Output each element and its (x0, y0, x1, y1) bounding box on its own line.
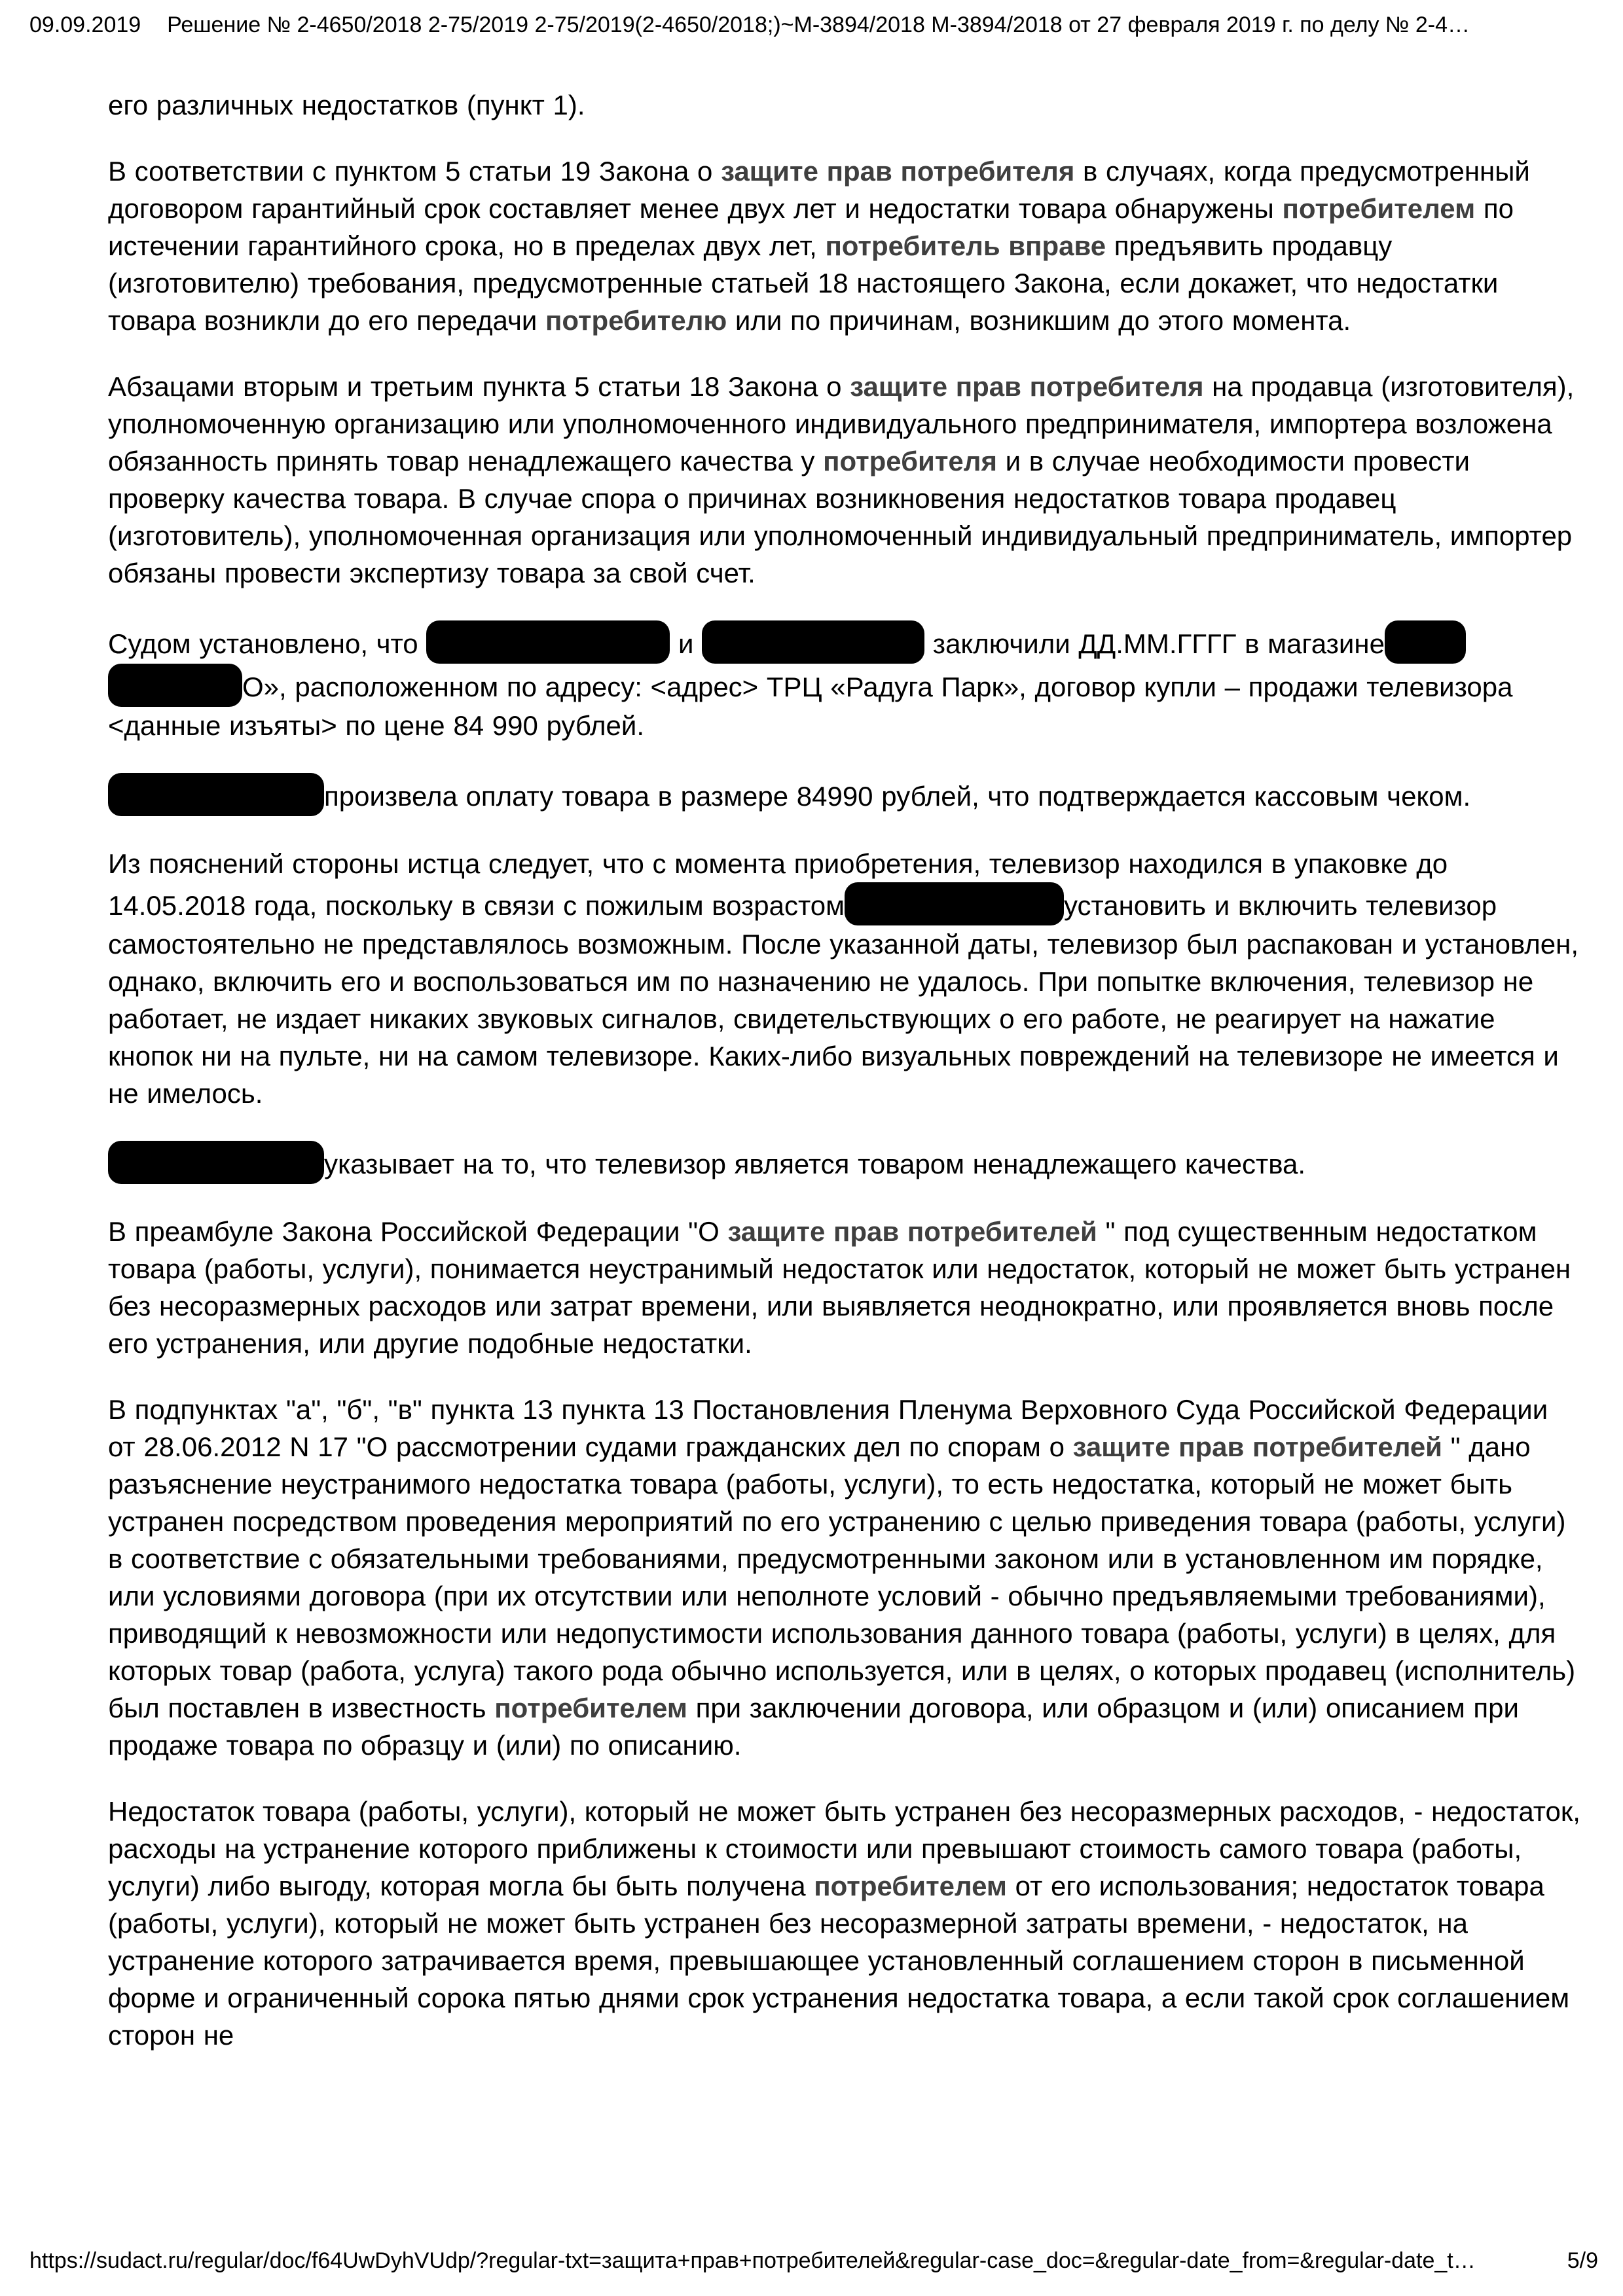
paragraph: его различных недостатков (пункт 1). (108, 90, 585, 120)
document-title: Решение № 2-4650/2018 2-75/2019 2-75/2019(2-4650/2018;)~М-3894/2018 М-3894/2018 от 27 февраля 2019 г. по делу № 2-4… (167, 12, 1470, 37)
highlighted-term: защите прав потребителя (721, 156, 1075, 187)
paragraph: произвела оплату товара в размере 84990 рублей, что подтверждается кассовым чеком. (108, 773, 1582, 816)
print-date: 09.09.2019 (29, 12, 141, 37)
paragraph: В подпунктах "а", "б", "в" пункта 13 пункта 13 Постановления Пленума Верховного Суда Российской Федерации от 28.06.2012 N 17 "О рассмотрении судами гражданских дел по спорам о защите прав потребителей " дано разъяснение неустранимого недостатка товара (работы, услуги), то есть недостатка, который не может быть устранен посредством проведения мероприятий по его устранению с целью приведения товара (работы, услуги) в соответствие с обязательными требованиями, предусмотренными законом или в установленном им порядке, или условиями договора (при их отсутствии или неполноте условий - обычно предъявляемыми требованиями), приводящий к невозможности или недопустимости использования данного товара (работы, услуги) в целях, для которых товар (работа, услуга) такого рода обычно используется, или в целях, о которых продавец (исполнитель) был поставлен в известность потребителем при заключении договора, или образцом и (или) описанием при продаже товара по образцу и (или) по описанию. (108, 1394, 1576, 1761)
paragraph: указывает на то, что телевизор является товаром ненадлежащего качества. (108, 1141, 1582, 1184)
document-body (108, 86, 1582, 2083)
redaction-bar (1385, 620, 1466, 664)
redaction-bar (702, 620, 924, 664)
redaction-bar (108, 1141, 324, 1184)
paragraph: Недостаток товара (работы, услуги), который не может быть устранен без несоразмерных расходов, - недостаток, расходы на устранение которого приближены к стоимости или превышают стоимость самого товара (работы, услуги) либо выгоду, которая могла бы быть получена потребителем от его использования; недостаток товара (работы, услуги), который не может быть устранен без несоразмерной затраты времени, - недостаток, на устранение которого затрачивается время, превышающее установленный соглашением сторон в письменной форме и ограниченный сорока пятью днями срок устранения недостатка товара, а если такой срок соглашением сторон не (108, 1796, 1580, 2051)
paragraph: В преамбуле Закона Российской Федерации "О защите прав потребителей " под существенным недостатком товара (работы, услуги), понимается неустранимый недостаток или недостаток, который не может быть устранен без несоразмерных расходов или затрат времени, или выявляется неоднократно, или проявляется вновь после его устранения, или другие подобные недостатки. (108, 1216, 1571, 1359)
redaction-bar (845, 882, 1064, 925)
redaction-bar (108, 773, 324, 816)
page-number: 5/9 (1567, 2248, 1598, 2273)
highlighted-term: потребителя (823, 446, 997, 476)
source-url: https://sudact.ru/regular/doc/f64UwDyhVUdp/?regular-txt=защита+прав+потребителей&regular-case_doc=&regular-date_from=&regular-date_t… (29, 2248, 1476, 2273)
highlighted-term: защите прав потребителей (727, 1216, 1097, 1247)
highlighted-term: потребитель вправе (825, 230, 1106, 261)
highlighted-term: потребителю (545, 305, 727, 336)
paragraph: Судом установлено, что и заключили ДД.ММ.ГГГГ в магазине О», расположенном по адресу: <адрес> ТРЦ «Радуга Парк», договор купли – продажи телевизора <данные изъяты> по цене 84 990 рублей. (108, 620, 1582, 744)
paragraph: Из пояснений стороны истца следует, что с момента приобретения, телевизор находился в упаковке до 14.05.2018 года, поскольку в связи с пожилым возрастом установить и включить телевизор самостоятельно не представлялось возможным. После указанной даты, телевизор был распакован и установлен, однако, включить его и воспользоваться им по назначению не удалось. При попытке включения, телевизор не работает, не издает никаких звуковых сигналов, свидетельствующих о его работе, не реагирует на нажатие кнопок ни на пульте, ни на самом телевизоре. Каких-либо визуальных повреждений на телевизоре не имеется и не имелось. (108, 848, 1579, 1109)
highlighted-term: потребителем (494, 1693, 687, 1723)
print-header (29, 12, 1594, 38)
redaction-bar (426, 620, 670, 664)
highlighted-term: защите прав потребителя (850, 371, 1204, 402)
print-footer (29, 2248, 1598, 2274)
highlighted-term: защите прав потребителей (1072, 1431, 1442, 1462)
redaction-bar (108, 664, 242, 707)
highlighted-term: потребителем (814, 1871, 1007, 1901)
paragraph: В соответствии с пунктом 5 статьи 19 Закона о защите прав потребителя в случаях, когда предусмотренный договором гарантийный срок составляет менее двух лет и недостатки товара обнаружены потребителем по истечении гарантийного срока, но в пределах двух лет, потребитель вправе предъявить продавцу (изготовителю) требования, предусмотренные статьей 18 настоящего Закона, если докажет, что недостатки товара возникли до его передачи потребителю или по причинам, возникшим до этого момента. (108, 156, 1530, 336)
paragraph: Абзацами вторым и третьим пункта 5 статьи 18 Закона о защите прав потребителя на продавца (изготовителя), уполномоченную организацию или уполномоченного индивидуального предпринимателя, импортера возложена обязанность принять товар ненадлежащего качества у потребителя и в случае необходимости провести проверку качества товара. В случае спора о причинах возникновения недостатков товара продавец (изготовитель), уполномоченная организация или уполномоченный индивидуальный предприниматель, импортер обязаны провести экспертизу товара за свой счет. (108, 371, 1575, 588)
highlighted-term: потребителем (1282, 193, 1476, 224)
